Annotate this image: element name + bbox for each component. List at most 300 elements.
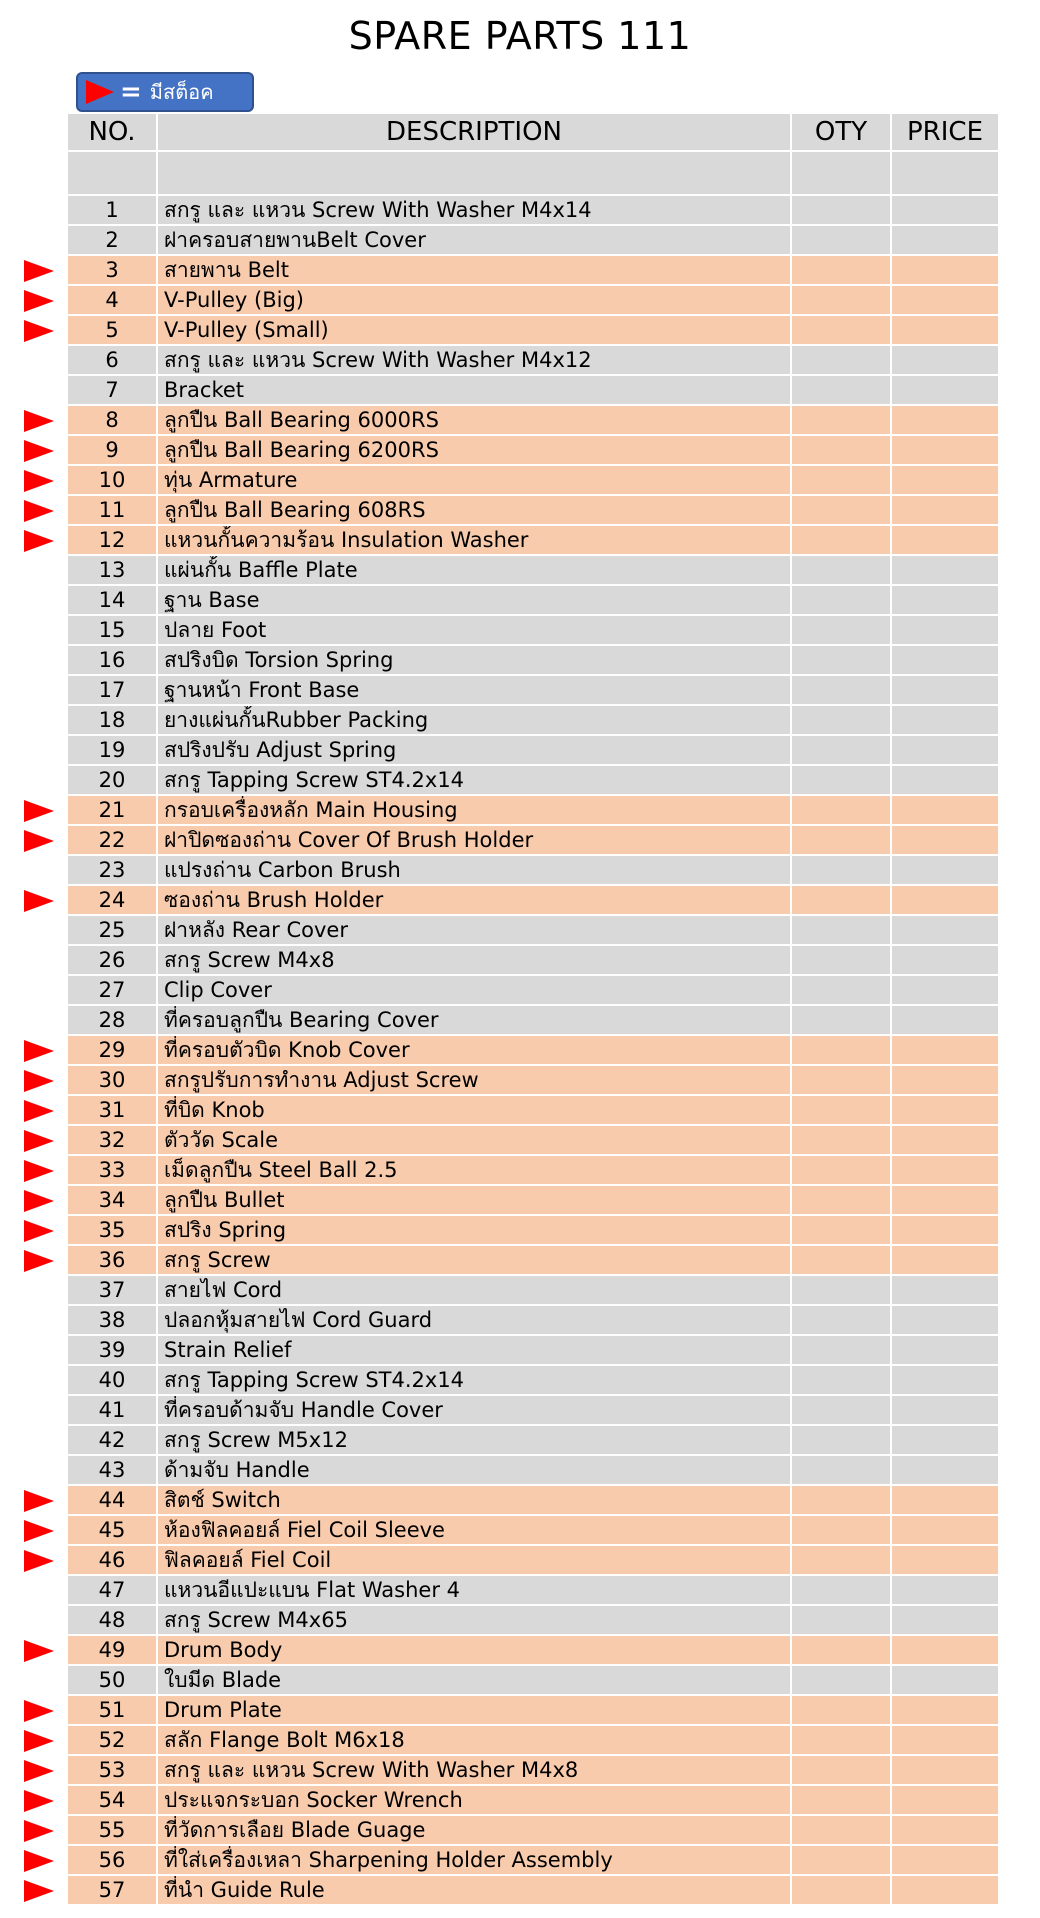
part-price [892, 616, 1000, 646]
part-qty [792, 466, 892, 496]
parts-table [68, 114, 1000, 1906]
part-description: สายพาน Belt [158, 256, 792, 286]
part-price [892, 826, 1000, 856]
table-row [68, 1666, 1000, 1696]
part-description: เม็ดลูกปืน Steel Ball 2.5 [158, 1156, 792, 1186]
in-stock-marker-icon [24, 500, 54, 522]
part-qty [792, 1006, 892, 1036]
part-description: ลูกปืน Ball Bearing 608RS [158, 496, 792, 526]
part-no: 44 [68, 1486, 158, 1516]
part-qty [792, 436, 892, 466]
blank-cell [792, 152, 892, 196]
legend-box [76, 72, 254, 112]
part-price [892, 1546, 1000, 1576]
table-row [68, 676, 1000, 706]
part-no: 56 [68, 1846, 158, 1876]
part-price [892, 1666, 1000, 1696]
in-stock-marker-icon [24, 1760, 54, 1782]
in-stock-marker-icon [24, 1160, 54, 1182]
part-description: แปรงถ่าน Carbon Brush [158, 856, 792, 886]
in-stock-marker-icon [24, 260, 54, 282]
blank-cell [892, 152, 1000, 196]
table-row [68, 1456, 1000, 1486]
part-price [892, 466, 1000, 496]
part-price [892, 1756, 1000, 1786]
part-no: 54 [68, 1786, 158, 1816]
part-no: 13 [68, 556, 158, 586]
part-price [892, 736, 1000, 766]
part-qty [792, 1156, 892, 1186]
table-row [68, 796, 1000, 826]
part-no: 18 [68, 706, 158, 736]
part-price [892, 1336, 1000, 1366]
part-no: 2 [68, 226, 158, 256]
part-price [892, 1846, 1000, 1876]
part-price [892, 1066, 1000, 1096]
part-description: สกรู Screw M5x12 [158, 1426, 792, 1456]
table-row [68, 826, 1000, 856]
part-price [892, 646, 1000, 676]
table-row [68, 1246, 1000, 1276]
in-stock-marker-icon [24, 830, 54, 852]
part-price [892, 1636, 1000, 1666]
table-row [68, 496, 1000, 526]
part-no: 26 [68, 946, 158, 976]
header-price: PRICE [892, 114, 1000, 152]
part-qty [792, 1786, 892, 1816]
part-no: 46 [68, 1546, 158, 1576]
part-price [892, 1426, 1000, 1456]
part-description: สิตช์ Switch [158, 1486, 792, 1516]
part-no: 53 [68, 1756, 158, 1786]
part-qty [792, 286, 892, 316]
table-row [68, 1096, 1000, 1126]
in-stock-marker-icon [24, 1490, 54, 1512]
part-price [892, 286, 1000, 316]
part-price [892, 526, 1000, 556]
part-price [892, 1486, 1000, 1516]
part-qty [792, 226, 892, 256]
table-row [68, 1696, 1000, 1726]
in-stock-marker-icon [24, 410, 54, 432]
part-price [892, 1096, 1000, 1126]
table-row [68, 1816, 1000, 1846]
part-price [892, 1396, 1000, 1426]
part-description: ที่บิด Knob [158, 1096, 792, 1126]
table-row [68, 1276, 1000, 1306]
part-price [892, 916, 1000, 946]
part-description: ปลอกหุ้มสายไฟ Cord Guard [158, 1306, 792, 1336]
part-description: ที่ใส่เครื่องเหลา Sharpening Holder Assembly [158, 1846, 792, 1876]
part-no: 32 [68, 1126, 158, 1156]
part-description: ลูกปืน Ball Bearing 6000RS [158, 406, 792, 436]
part-qty [792, 1456, 892, 1486]
table-row [68, 856, 1000, 886]
table-row [68, 316, 1000, 346]
part-description: ฟิลคอยล์ Fiel Coil [158, 1546, 792, 1576]
part-description: ที่ครอบตัวบิด Knob Cover [158, 1036, 792, 1066]
table-row [68, 376, 1000, 406]
table-row [68, 706, 1000, 736]
part-description: สกรู Tapping Screw ST4.2x14 [158, 1366, 792, 1396]
table-row [68, 286, 1000, 316]
part-price [892, 556, 1000, 586]
part-no: 14 [68, 586, 158, 616]
part-price [892, 1696, 1000, 1726]
in-stock-marker-icon [24, 1880, 54, 1902]
part-no: 16 [68, 646, 158, 676]
table-blank-row [68, 152, 1000, 196]
part-no: 7 [68, 376, 158, 406]
table-row [68, 1186, 1000, 1216]
part-no: 30 [68, 1066, 158, 1096]
part-qty [792, 736, 892, 766]
part-no: 28 [68, 1006, 158, 1036]
table-row [68, 1876, 1000, 1906]
part-description: สปริงปรับ Adjust Spring [158, 736, 792, 766]
part-no: 15 [68, 616, 158, 646]
part-qty [792, 346, 892, 376]
blank-cell [158, 152, 792, 196]
in-stock-marker-icon [24, 470, 54, 492]
in-stock-marker-icon [24, 1850, 54, 1872]
part-price [892, 676, 1000, 706]
part-qty [792, 1366, 892, 1396]
header-no: NO. [68, 114, 158, 152]
part-price [892, 1246, 1000, 1276]
in-stock-marker-icon [24, 1790, 54, 1812]
part-qty [792, 946, 892, 976]
part-qty [792, 1336, 892, 1366]
header-qty: OTY [792, 114, 892, 152]
part-qty [792, 1276, 892, 1306]
part-no: 47 [68, 1576, 158, 1606]
part-qty [792, 256, 892, 286]
part-description: ที่ครอบด้ามจับ Handle Cover [158, 1396, 792, 1426]
in-stock-marker-icon [24, 1250, 54, 1272]
part-price [892, 436, 1000, 466]
part-description: V-Pulley (Big) [158, 286, 792, 316]
table-row [68, 1336, 1000, 1366]
in-stock-marker-icon [24, 1640, 54, 1662]
part-qty [792, 526, 892, 556]
part-description: สายไฟ Cord [158, 1276, 792, 1306]
table-row [68, 1126, 1000, 1156]
part-no: 27 [68, 976, 158, 1006]
part-price [892, 1276, 1000, 1306]
part-price [892, 1126, 1000, 1156]
part-qty [792, 496, 892, 526]
table-row [68, 586, 1000, 616]
part-description: ฐาน Base [158, 586, 792, 616]
part-description: ที่วัดการเลือย Blade Guage [158, 1816, 792, 1846]
part-description: แหวนอีแปะแบน Flat Washer 4 [158, 1576, 792, 1606]
part-description: ปลาย Foot [158, 616, 792, 646]
part-no: 29 [68, 1036, 158, 1066]
part-no: 33 [68, 1156, 158, 1186]
table-row [68, 1066, 1000, 1096]
part-no: 5 [68, 316, 158, 346]
in-stock-marker-icon [24, 1220, 54, 1242]
part-qty [792, 886, 892, 916]
part-price [892, 1156, 1000, 1186]
in-stock-marker-icon [24, 1730, 54, 1752]
part-description: สปริง Spring [158, 1216, 792, 1246]
part-no: 35 [68, 1216, 158, 1246]
in-stock-marker-icon [24, 530, 54, 552]
in-stock-marker-icon [24, 1190, 54, 1212]
part-price [892, 766, 1000, 796]
part-price [892, 376, 1000, 406]
part-qty [792, 1306, 892, 1336]
part-qty [792, 856, 892, 886]
table-row [68, 196, 1000, 226]
table-row [68, 1846, 1000, 1876]
part-qty [792, 1726, 892, 1756]
blank-cell [68, 152, 158, 196]
part-price [892, 1816, 1000, 1846]
part-qty [792, 1876, 892, 1906]
page-title: SPARE PARTS 111 [348, 14, 692, 58]
table-row [68, 1306, 1000, 1336]
part-description: สกรู และ แหวน Screw With Washer M4x14 [158, 196, 792, 226]
part-no: 21 [68, 796, 158, 826]
part-description: ที่นำ Guide Rule [158, 1876, 792, 1906]
part-description: ทุ่น Armature [158, 466, 792, 496]
part-no: 17 [68, 676, 158, 706]
part-description: สกรู และ แหวน Screw With Washer M4x8 [158, 1756, 792, 1786]
in-stock-marker-icon [24, 1700, 54, 1722]
part-description: ประแจกระบอก Socker Wrench [158, 1786, 792, 1816]
part-description: ลูกปืน Bullet [158, 1186, 792, 1216]
part-qty [792, 1546, 892, 1576]
table-row [68, 766, 1000, 796]
table-row [68, 1636, 1000, 1666]
table-row [68, 1516, 1000, 1546]
part-description: ใบมีด Blade [158, 1666, 792, 1696]
part-description: สกรู Screw M4x8 [158, 946, 792, 976]
part-qty [792, 1186, 892, 1216]
part-qty [792, 1696, 892, 1726]
table-row [68, 946, 1000, 976]
table-row [68, 226, 1000, 256]
part-qty [792, 1576, 892, 1606]
part-no: 23 [68, 856, 158, 886]
table-row [68, 346, 1000, 376]
part-no: 48 [68, 1606, 158, 1636]
part-price [892, 1786, 1000, 1816]
part-price [892, 1576, 1000, 1606]
part-no: 25 [68, 916, 158, 946]
table-row [68, 616, 1000, 646]
part-no: 19 [68, 736, 158, 766]
part-no: 49 [68, 1636, 158, 1666]
part-no: 38 [68, 1306, 158, 1336]
part-description: แหวนกั้นความร้อน Insulation Washer [158, 526, 792, 556]
table-row [68, 1216, 1000, 1246]
part-qty [792, 1066, 892, 1096]
in-stock-marker-icon [24, 1100, 54, 1122]
part-price [892, 856, 1000, 886]
part-price [892, 1726, 1000, 1756]
part-price [892, 1876, 1000, 1906]
in-stock-marker-icon [24, 800, 54, 822]
in-stock-marker-icon [24, 290, 54, 312]
part-description: สกรู และ แหวน Screw With Washer M4x12 [158, 346, 792, 376]
part-description: Drum Plate [158, 1696, 792, 1726]
part-price [892, 1516, 1000, 1546]
part-qty [792, 1396, 892, 1426]
part-price [892, 1456, 1000, 1486]
part-no: 42 [68, 1426, 158, 1456]
table-row [68, 1606, 1000, 1636]
part-price [892, 1366, 1000, 1396]
part-description: สลัก Flange Bolt M6x18 [158, 1726, 792, 1756]
table-row [68, 886, 1000, 916]
part-description: Strain Relief [158, 1336, 792, 1366]
part-price [892, 196, 1000, 226]
part-price [892, 886, 1000, 916]
part-price [892, 586, 1000, 616]
part-description: กรอบเครื่องหลัก Main Housing [158, 796, 792, 826]
part-description: V-Pulley (Small) [158, 316, 792, 346]
part-price [892, 406, 1000, 436]
part-qty [792, 586, 892, 616]
part-qty [792, 1636, 892, 1666]
in-stock-marker-icon [24, 1820, 54, 1842]
part-no: 12 [68, 526, 158, 556]
table-row [68, 916, 1000, 946]
part-qty [792, 1246, 892, 1276]
table-row [68, 646, 1000, 676]
part-price [892, 1186, 1000, 1216]
part-price [892, 1216, 1000, 1246]
part-price [892, 496, 1000, 526]
part-qty [792, 1756, 892, 1786]
part-qty [792, 976, 892, 1006]
part-price [892, 946, 1000, 976]
part-no: 51 [68, 1696, 158, 1726]
table-row [68, 436, 1000, 466]
part-qty [792, 1126, 892, 1156]
part-qty [792, 1816, 892, 1846]
part-no: 3 [68, 256, 158, 286]
part-description: ฝาปิดซองถ่าน Cover Of Brush Holder [158, 826, 792, 856]
legend-label: มีสต็อค [149, 80, 214, 104]
table-row [68, 976, 1000, 1006]
part-description: ลูกปืน Ball Bearing 6200RS [158, 436, 792, 466]
part-no: 57 [68, 1876, 158, 1906]
part-no: 6 [68, 346, 158, 376]
part-no: 36 [68, 1246, 158, 1276]
part-price [892, 346, 1000, 376]
part-price [892, 976, 1000, 1006]
part-description: ที่ครอบลูกปืน Bearing Cover [158, 1006, 792, 1036]
part-qty [792, 1666, 892, 1696]
in-stock-marker-icon [24, 1040, 54, 1062]
part-description: สกรู Screw [158, 1246, 792, 1276]
part-no: 11 [68, 496, 158, 526]
part-no: 52 [68, 1726, 158, 1756]
part-no: 8 [68, 406, 158, 436]
part-description: ฝาครอบสายพานBelt Cover [158, 226, 792, 256]
part-qty [792, 316, 892, 346]
part-price [892, 1306, 1000, 1336]
part-qty [792, 826, 892, 856]
in-stock-marker-icon [24, 440, 54, 462]
part-no: 40 [68, 1366, 158, 1396]
part-price [892, 1006, 1000, 1036]
part-price [892, 256, 1000, 286]
part-description: ฐานหน้า Front Base [158, 676, 792, 706]
part-qty [792, 706, 892, 736]
table-row [68, 526, 1000, 556]
part-description: ห้องฟิลคอยล์ Fiel Coil Sleeve [158, 1516, 792, 1546]
part-no: 20 [68, 766, 158, 796]
part-price [892, 1036, 1000, 1066]
in-stock-marker-icon [24, 890, 54, 912]
part-qty [792, 1486, 892, 1516]
part-qty [792, 796, 892, 826]
part-qty [792, 1096, 892, 1126]
part-qty [792, 766, 892, 796]
table-row [68, 1366, 1000, 1396]
table-row [68, 1036, 1000, 1066]
part-no: 22 [68, 826, 158, 856]
part-description: ด้ามจับ Handle [158, 1456, 792, 1486]
part-no: 41 [68, 1396, 158, 1426]
part-no: 4 [68, 286, 158, 316]
legend-equals: = [120, 77, 142, 107]
part-qty [792, 1426, 892, 1456]
part-price [892, 1606, 1000, 1636]
part-description: Bracket [158, 376, 792, 406]
part-no: 1 [68, 196, 158, 226]
table-row [68, 1486, 1000, 1516]
table-row [68, 1396, 1000, 1426]
part-qty [792, 1036, 892, 1066]
part-qty [792, 1606, 892, 1636]
part-description: สกรู Tapping Screw ST4.2x14 [158, 766, 792, 796]
part-qty [792, 406, 892, 436]
table-row [68, 1156, 1000, 1186]
part-no: 39 [68, 1336, 158, 1366]
table-row [68, 1756, 1000, 1786]
part-description: ตัววัด Scale [158, 1126, 792, 1156]
table-row [68, 736, 1000, 766]
table-row [68, 1006, 1000, 1036]
part-description: Drum Body [158, 1636, 792, 1666]
in-stock-marker-icon [24, 320, 54, 342]
part-no: 9 [68, 436, 158, 466]
red-triangle-icon [86, 80, 114, 104]
in-stock-marker-icon [24, 1130, 54, 1152]
part-description: ซองถ่าน Brush Holder [158, 886, 792, 916]
part-no: 37 [68, 1276, 158, 1306]
table-row [68, 466, 1000, 496]
part-price [892, 706, 1000, 736]
part-no: 34 [68, 1186, 158, 1216]
part-description: ยางแผ่นกั้นRubber Packing [158, 706, 792, 736]
part-description: สปริงบิด Torsion Spring [158, 646, 792, 676]
part-description: สกรูปรับการทำงาน Adjust Screw [158, 1066, 792, 1096]
in-stock-marker-icon [24, 1070, 54, 1092]
part-price [892, 796, 1000, 826]
header-description: DESCRIPTION [158, 114, 792, 152]
table-row [68, 1426, 1000, 1456]
table-row [68, 1726, 1000, 1756]
part-qty [792, 1516, 892, 1546]
